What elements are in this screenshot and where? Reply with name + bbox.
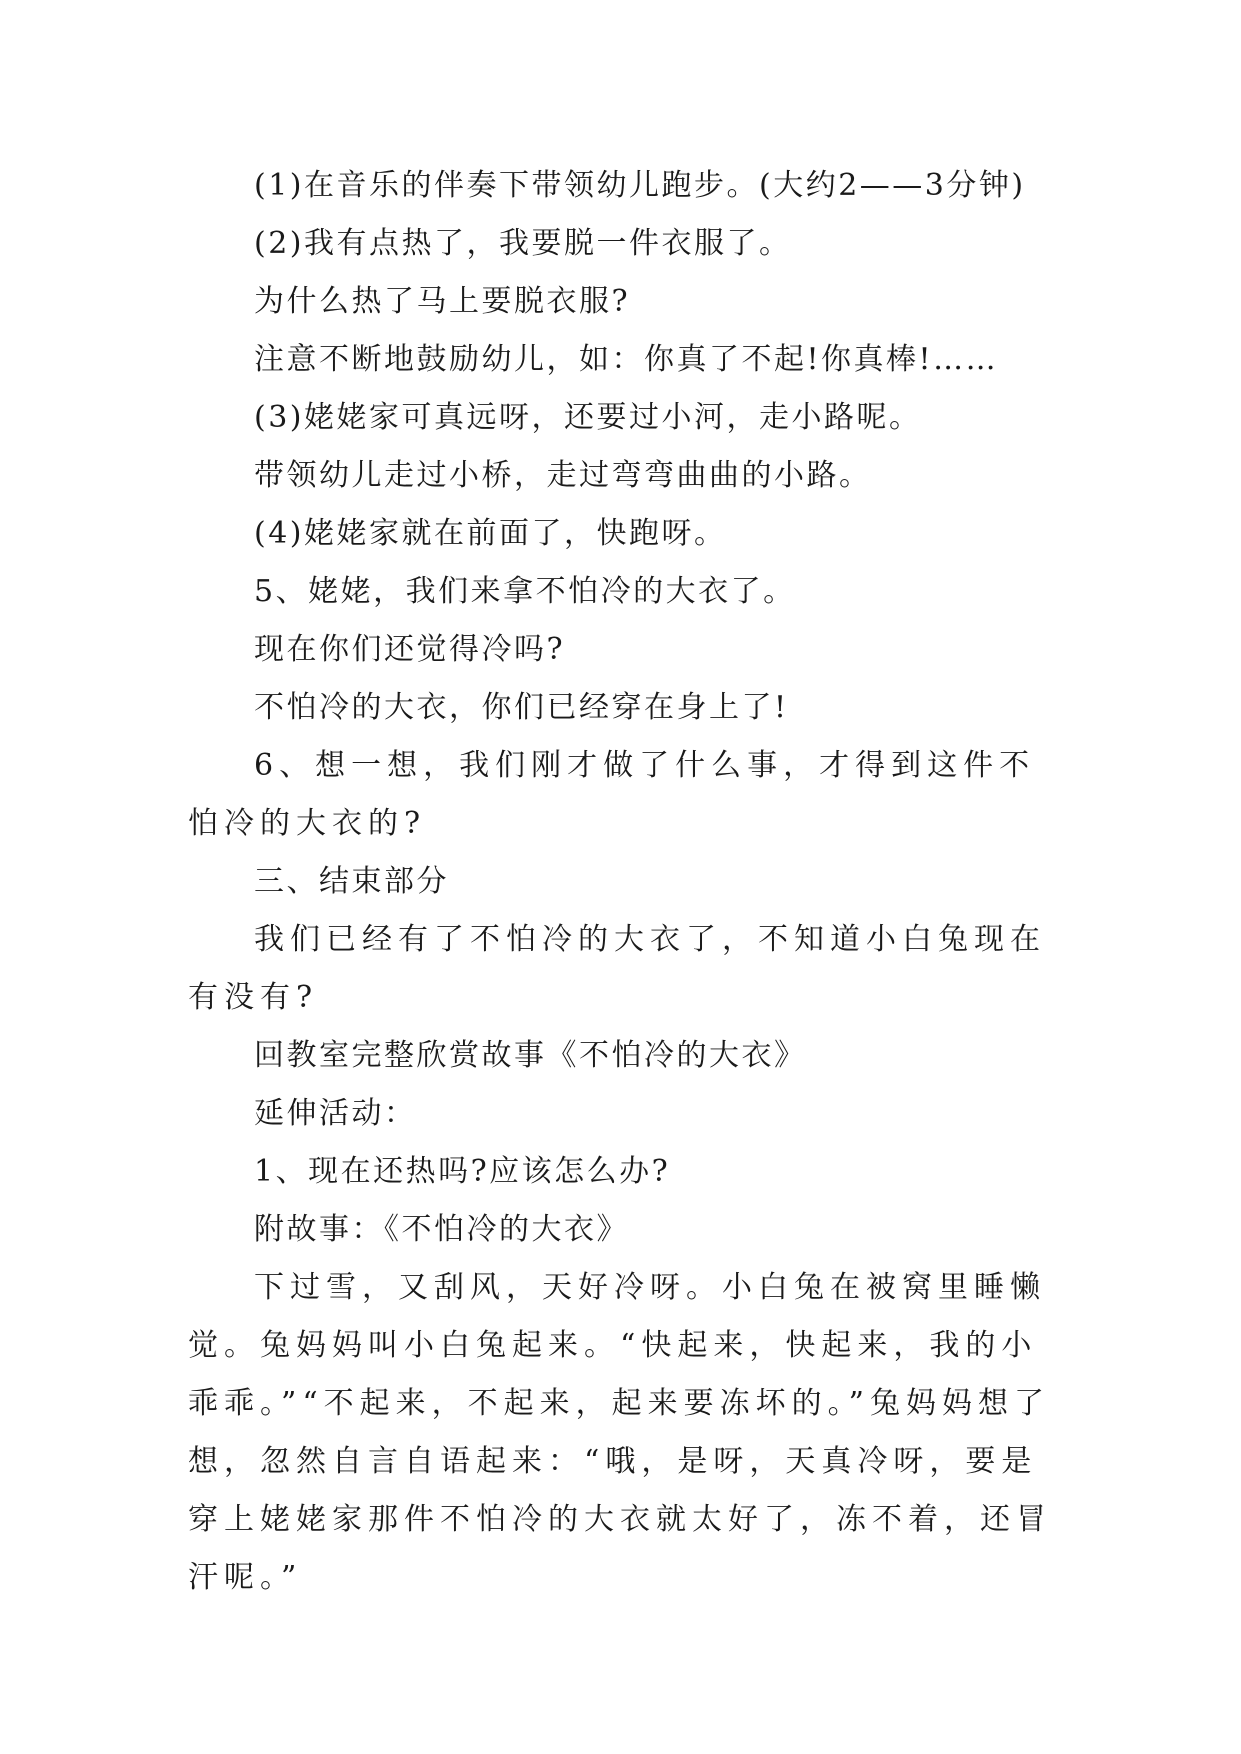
paragraph: (2)我有点热了，我要脱一件衣服了。 xyxy=(254,226,792,261)
paragraph: 附故事：《不怕冷的大衣》 xyxy=(254,1212,629,1247)
paragraph: 1、现在还热吗?应该怎么办? xyxy=(254,1154,671,1189)
paragraph: 现在你们还觉得冷吗? xyxy=(254,632,566,667)
paragraph: 注意不断地鼓励幼儿，如：你真了不起!你真棒!…… xyxy=(254,342,999,377)
paragraph: 回教室完整欣赏故事《不怕冷的大衣》 xyxy=(254,1038,807,1073)
section-heading: 三、结束部分 xyxy=(254,864,449,899)
story-paragraph: 下过雪，又刮风，天好冷呀。小白兔在被窝里睡懒觉。兔妈妈叫小白兔起来。“快起来，快起来，我的小乖乖。”“不起来，不起来，起来要冻坏的。”兔妈妈想了想，忽然自言自语起来：“哦，是呀，天真冷呀，要是穿上姥姥家那件不怕冷的大衣就太好了，冻不着，还冒汗呢。” xyxy=(188,1270,1052,1595)
paragraph: 延伸活动： xyxy=(254,1096,417,1131)
paragraph: 带领幼儿走过小桥，走过弯弯曲曲的小路。 xyxy=(254,458,872,493)
paragraph: (3)姥姥家可真远呀，还要过小河，走小路呢。 xyxy=(254,400,922,435)
paragraph: 我们已经有了不怕冷的大衣了，不知道小白兔现在有没有? xyxy=(188,922,1046,1015)
paragraph: (4)姥姥家就在前面了，快跑呀。 xyxy=(254,516,727,551)
paragraph: 5、姥姥，我们来拿不怕冷的大衣了。 xyxy=(254,574,796,609)
paragraph: 6、想一想，我们刚才做了什么事，才得到这件不怕冷的大衣的? xyxy=(188,748,1036,841)
paragraph: 为什么热了马上要脱衣服? xyxy=(254,284,631,319)
document-body xyxy=(188,157,1068,1607)
paragraph: 不怕冷的大衣，你们已经穿在身上了! xyxy=(254,690,789,725)
paragraph: (1)在音乐的伴奏下带领幼儿跑步。(大约2——3分钟) xyxy=(254,168,1026,203)
